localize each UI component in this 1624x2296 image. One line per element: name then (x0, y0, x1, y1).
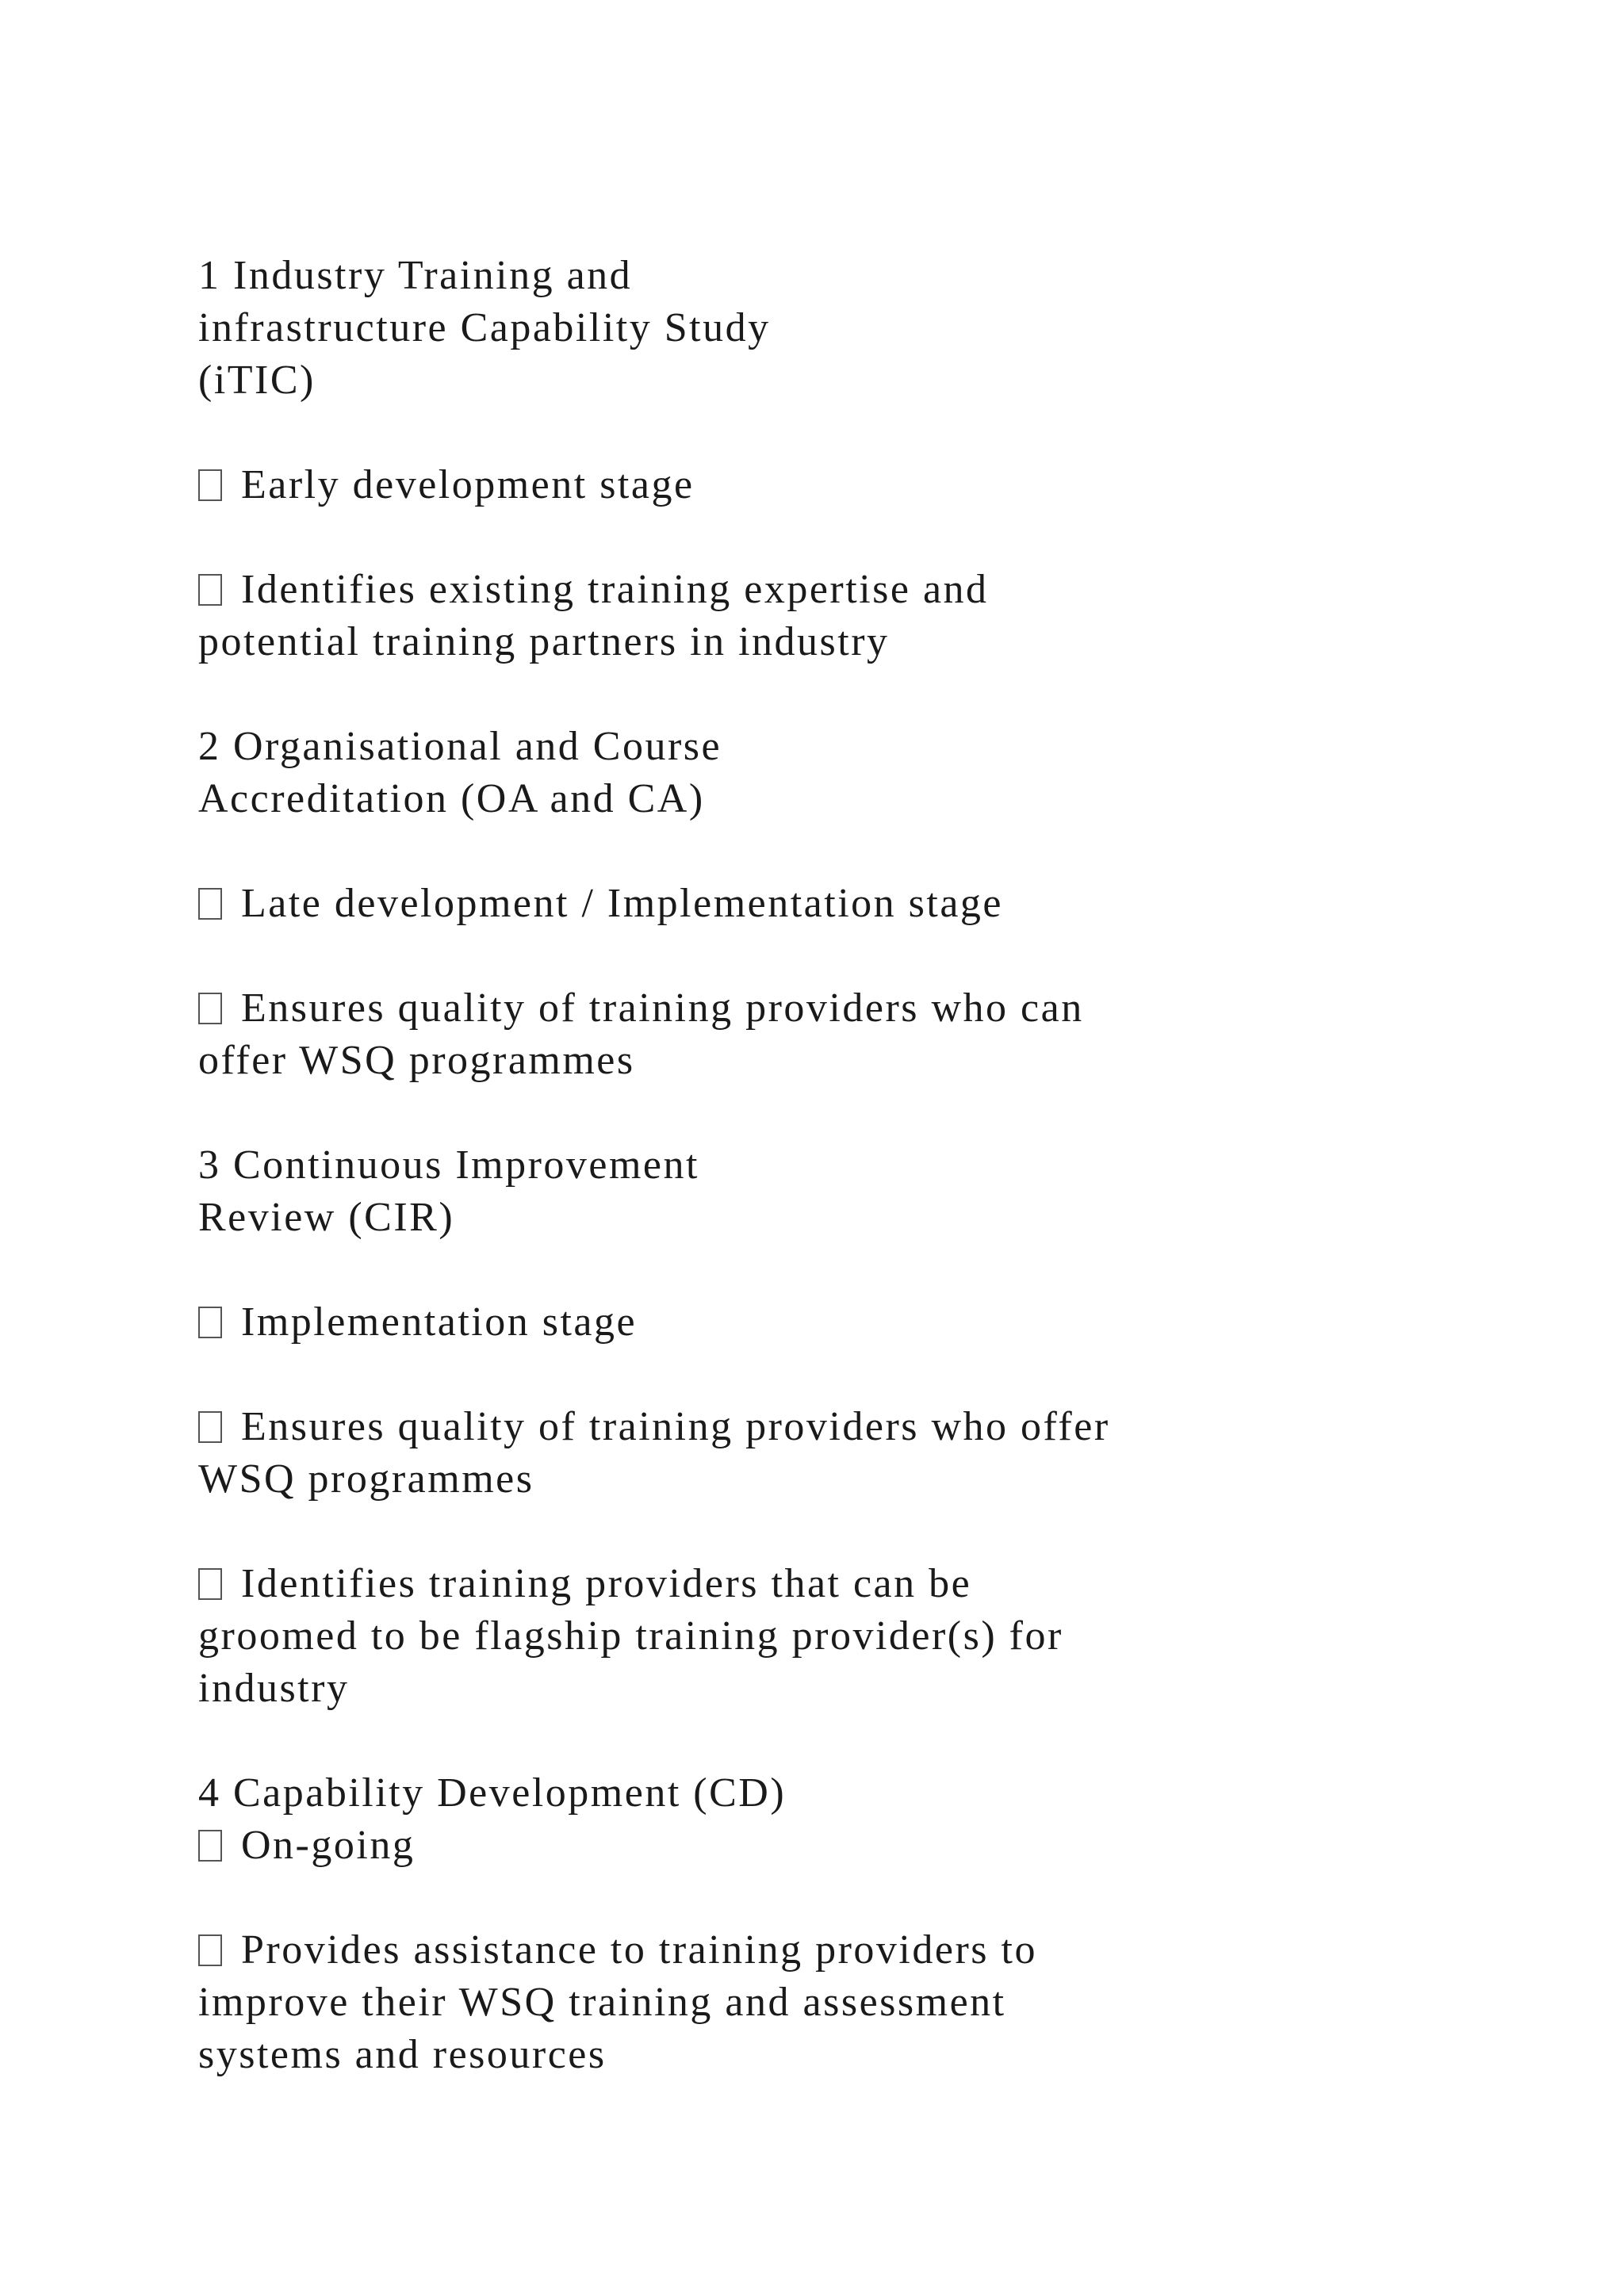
section-heading: (iTIC) (198, 358, 316, 403)
section-heading: 2 Organisational and Course (198, 724, 722, 769)
bullet-box-icon (198, 1934, 222, 1966)
bullet-text-continued: systems and resources (198, 2032, 607, 2077)
spacer (198, 668, 1467, 721)
document-body (198, 250, 1467, 2081)
bullet-text: Early development stage (241, 462, 695, 507)
spacer (198, 1506, 1467, 1558)
spacer (198, 930, 1467, 982)
bullet-text-continued: groomed to be flagship training provider(s) for (198, 1613, 1063, 1659)
bullet-item (198, 1924, 1467, 1976)
section-oa-ca (198, 721, 1467, 1139)
bullet-box-icon (198, 1307, 222, 1338)
bullet-box-icon (198, 469, 222, 501)
bullet-box-icon (198, 1830, 222, 1862)
bullet-box-icon (198, 993, 222, 1024)
spacer (198, 511, 1467, 564)
bullet-item (198, 1558, 1467, 1610)
bullet-text: Implementation stage (241, 1299, 638, 1345)
spacer (198, 825, 1467, 878)
bullet-box-icon (198, 1411, 222, 1443)
bullet-text: Ensures quality of training providers who offer (241, 1404, 1110, 1449)
section-heading: 1 Industry Training and (198, 253, 633, 298)
bullet-item (198, 459, 1467, 511)
bullet-text-continued: offer WSQ programmes (198, 1038, 635, 1083)
bullet-item (198, 982, 1467, 1035)
bullet-text: Late development / Implementation stage (241, 881, 1003, 926)
bullet-text-continued: improve their WSQ training and assessment (198, 1980, 1006, 2025)
section-itic (198, 250, 1467, 721)
bullet-text-continued: industry (198, 1666, 350, 1711)
bullet-box-icon (198, 1568, 222, 1600)
bullet-text: Identifies existing training expertise and (241, 567, 989, 612)
bullet-text: On-going (241, 1823, 416, 1868)
section-heading: 3 Continuous Improvement (198, 1142, 699, 1188)
spacer (198, 1087, 1467, 1139)
spacer (198, 1349, 1467, 1401)
spacer (198, 407, 1467, 459)
section-heading: 4 Capability Development (CD) (198, 1770, 787, 1816)
section-heading: Review (CIR) (198, 1195, 455, 1240)
bullet-box-icon (198, 574, 222, 606)
bullet-item (198, 878, 1467, 930)
bullet-box-icon (198, 888, 222, 920)
bullet-text-continued: potential training partners in industry (198, 619, 890, 664)
section-heading: Accreditation (OA and CA) (198, 776, 705, 821)
section-cd (198, 1767, 1467, 2081)
spacer (198, 1244, 1467, 1296)
section-heading: infrastructure Capability Study (198, 305, 771, 350)
bullet-text: Identifies training providers that can be (241, 1561, 972, 1606)
bullet-text: Provides assistance to training providers to (241, 1927, 1037, 1973)
bullet-item (198, 564, 1467, 616)
bullet-item (198, 1296, 1467, 1349)
bullet-item (198, 1820, 1467, 1872)
bullet-text-continued: WSQ programmes (198, 1456, 534, 1502)
bullet-text: Ensures quality of training providers who can (241, 985, 1084, 1031)
section-cir (198, 1139, 1467, 1767)
spacer (198, 1715, 1467, 1767)
spacer (198, 1872, 1467, 1924)
bullet-item (198, 1401, 1467, 1453)
